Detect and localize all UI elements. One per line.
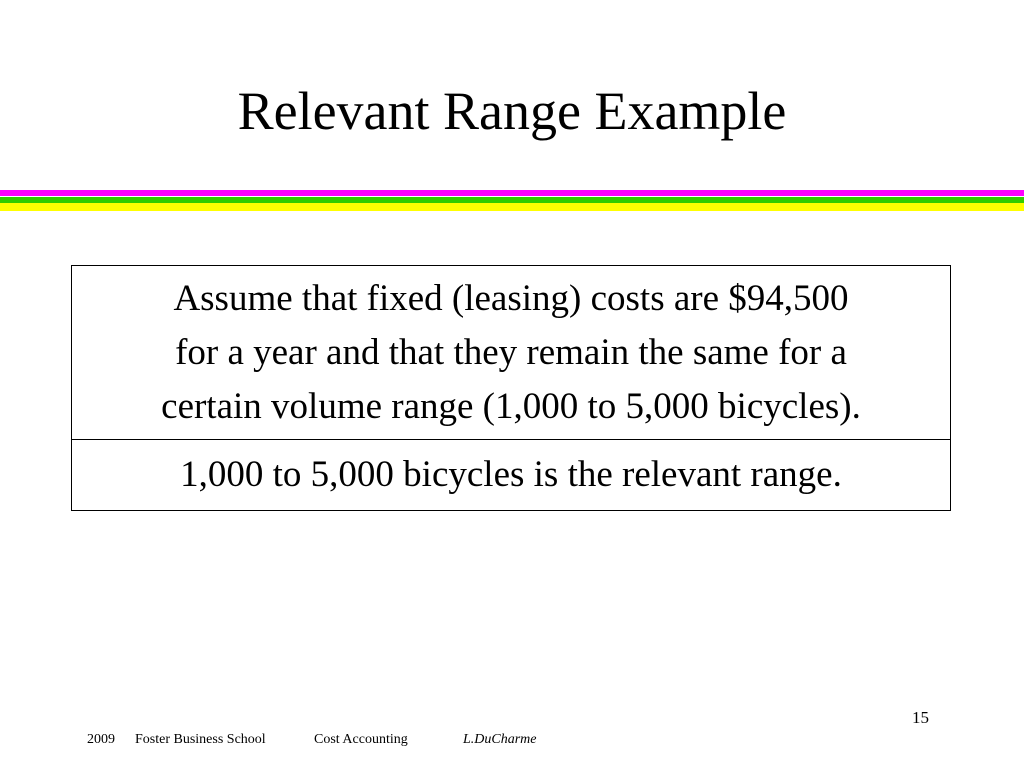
divider-stripe-magenta xyxy=(0,190,1024,196)
relevant-range-statement: 1,000 to 5,000 bicycles is the relevant range. xyxy=(180,454,842,495)
box-lower-section xyxy=(72,440,950,510)
footer-year: 2009 xyxy=(87,732,115,747)
footer-school: Foster Business School xyxy=(135,732,266,747)
assumption-line-3: certain volume range (1,000 to 5,000 bicycles). xyxy=(161,385,861,427)
assumption-text xyxy=(161,272,861,434)
box-upper-section xyxy=(72,266,950,440)
page-number: 15 xyxy=(912,708,929,727)
slide-title: Relevant Range Example xyxy=(237,81,787,141)
assumption-line-2: for a year and that they remain the same for a xyxy=(175,331,847,373)
assumption-line-1: Assume that fixed (leasing) costs are $94,500 xyxy=(173,277,849,319)
divider-stripe-yellow xyxy=(0,203,1024,211)
footer-author: L.DuCharme xyxy=(463,732,537,747)
content-box xyxy=(71,265,951,511)
footer-course: Cost Accounting xyxy=(314,732,408,747)
